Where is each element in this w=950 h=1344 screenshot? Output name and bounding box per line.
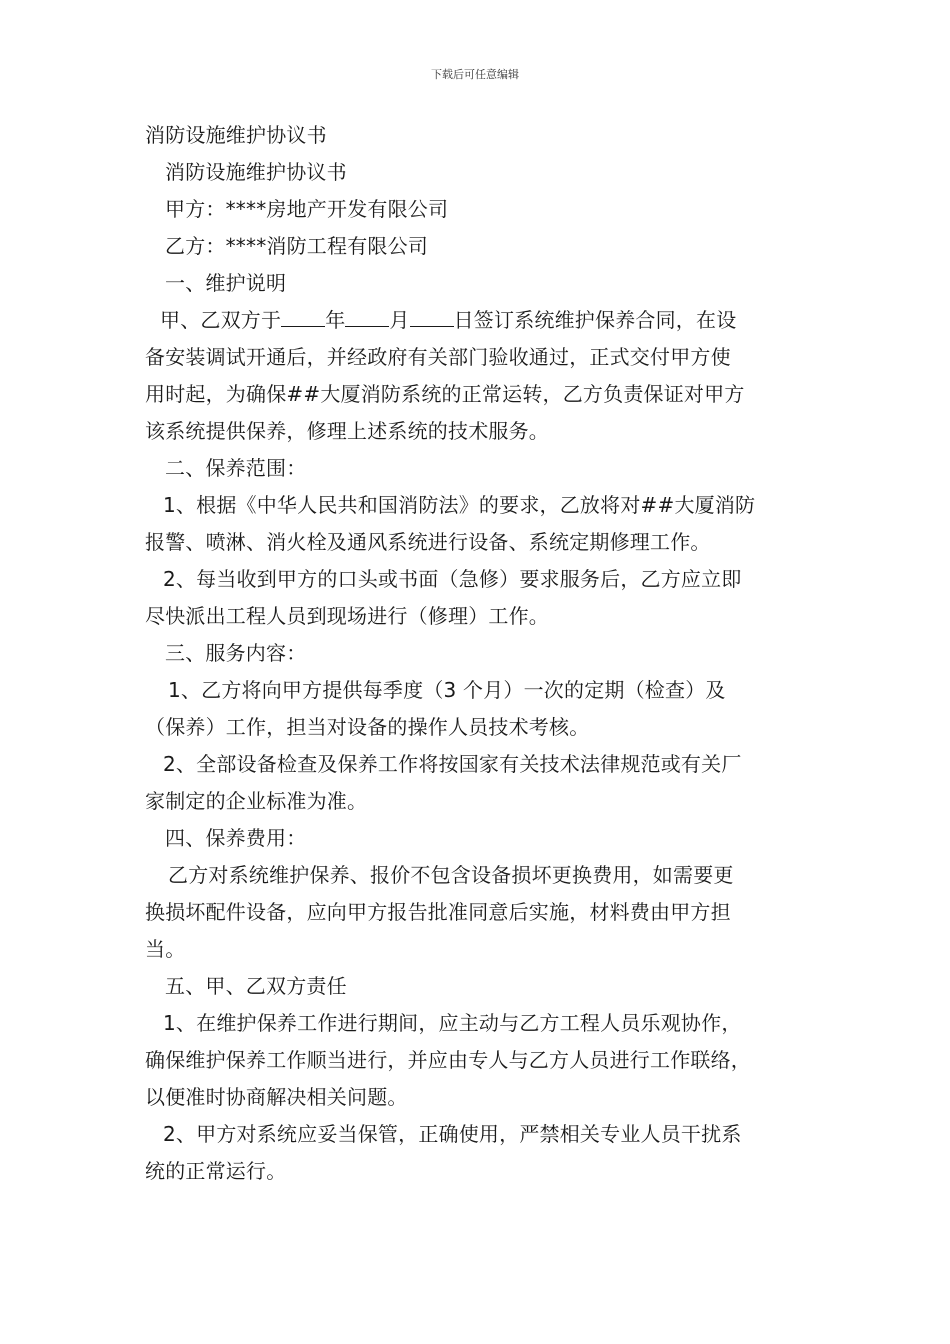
section-4-paragraph-line-1: 乙方对系统维护保养、报价不包含设备损坏更换费用，如需要更 xyxy=(168,863,734,887)
date-blank-day xyxy=(410,304,454,327)
section-1-paragraph-line-1 xyxy=(145,302,810,339)
section-2-heading: 二、保养范围： xyxy=(165,456,307,480)
section-5-item-2-line-1: 2、甲方对系统应妥当保管，正确使用，严禁相关专业人员干扰系 xyxy=(163,1122,742,1146)
section-4-heading: 四、保养费用： xyxy=(165,826,307,850)
text-segment: 日签订系统维护保养合同，在设 xyxy=(453,308,737,332)
section-2-item-2-line-2: 尽快派出工程人员到现场进行（修理）工作。 xyxy=(145,604,549,628)
text-segment: 月 xyxy=(389,308,410,332)
section-2-item-1-line-2: 报警、喷淋、消火栓及通风系统进行设备、系统定期修理工作。 xyxy=(145,530,711,554)
section-4-paragraph-line-3: 当。 xyxy=(145,937,186,961)
section-3-item-2-line-2: 家制定的企业标准为准。 xyxy=(145,789,368,813)
section-1-paragraph-line-3: 用时起，为确保##大厦消防系统的正常运转，乙方负责保证对甲方 xyxy=(145,382,745,406)
section-4-paragraph-line-2: 换损坏配件设备，应向甲方报告批准同意后实施，材料费由甲方担 xyxy=(145,900,731,924)
section-1-heading: 一、维护说明 xyxy=(165,271,287,295)
section-3-item-1-line-2: （保养）工作，担当对设备的操作人员技术考核。 xyxy=(145,715,590,739)
section-1-paragraph-line-2: 备安装调试开通后，并经政府有关部门验收通过，正式交付甲方使 xyxy=(145,345,731,369)
section-3-item-2-line-1: 2、全部设备检查及保养工作将按国家有关技术法律规范或有关厂 xyxy=(163,752,742,776)
text-segment: 年 xyxy=(325,308,346,332)
section-3-item-1-line-1: 1、乙方将向甲方提供每季度（3 个月）一次的定期（检查）及 xyxy=(168,678,726,702)
document-body xyxy=(145,117,810,1190)
section-1-paragraph-line-4: 该系统提供保养，修理上述系统的技术服务。 xyxy=(145,419,549,443)
section-3-heading: 三、服务内容： xyxy=(165,641,307,665)
date-blank-year xyxy=(281,304,325,327)
section-5-item-2-line-2: 统的正常运行。 xyxy=(145,1159,287,1183)
section-2-item-1-line-1: 1、根据《中华人民共和国消防法》的要求，乙放将对##大厦消防 xyxy=(163,493,756,517)
page-header-note: 下载后可任意编辑 xyxy=(431,68,519,81)
document-subtitle: 消防设施维护协议书 xyxy=(165,160,347,184)
section-5-item-1-line-2: 确保维护保养工作顺当进行，并应由专人与乙方人员进行工作联络， xyxy=(145,1048,751,1072)
text-segment: 甲、乙双方于 xyxy=(160,308,282,332)
section-5-heading: 五、甲、乙双方责任 xyxy=(165,974,347,998)
party-b-line: 乙方：****消防工程有限公司 xyxy=(165,234,428,258)
party-a-line: 甲方：****房地产开发有限公司 xyxy=(165,197,449,221)
section-5-item-1-line-1: 1、在维护保养工作进行期间，应主动与乙方工程人员乐观协作， xyxy=(163,1011,742,1035)
document-title: 消防设施维护协议书 xyxy=(145,123,327,147)
section-2-item-2-line-1: 2、每当收到甲方的口头或书面（急修）要求服务后，乙方应立即 xyxy=(163,567,742,591)
section-5-item-1-line-3: 以便准时协商解决相关问题。 xyxy=(145,1085,408,1109)
date-blank-month xyxy=(345,304,389,327)
